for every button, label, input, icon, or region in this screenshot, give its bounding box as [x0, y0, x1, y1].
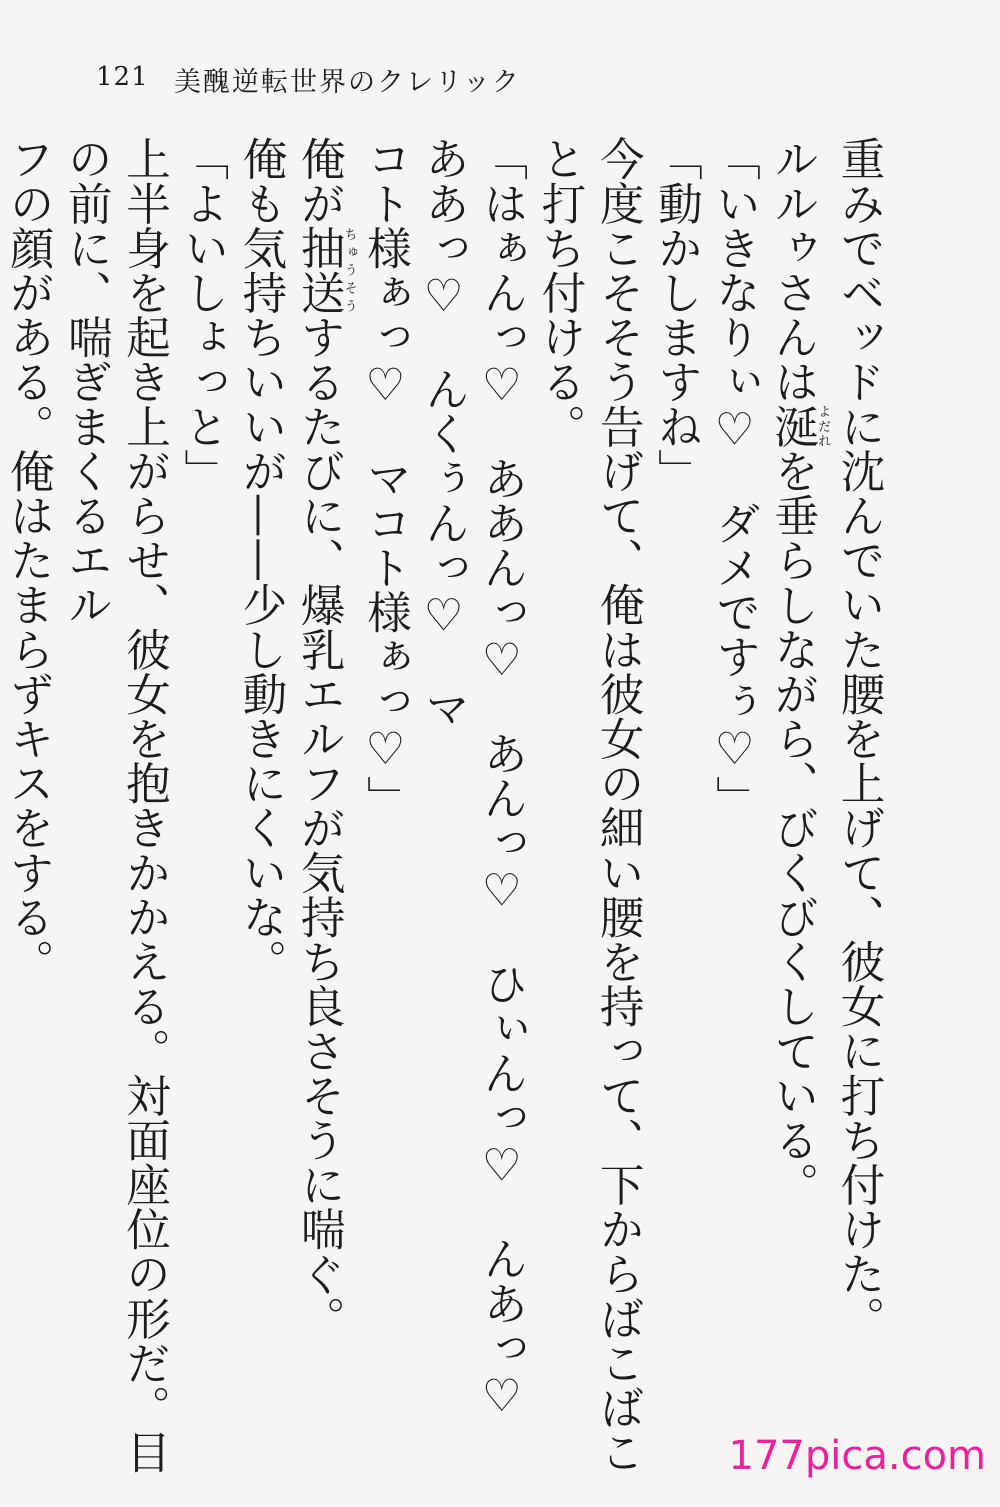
furigana: よだれ — [815, 403, 831, 449]
text-line-8 — [290, 136, 356, 1476]
page-number: 121 — [96, 62, 149, 92]
text-line-7: コト様ぁっ♡ マコト様ぁっ♡」 — [359, 136, 412, 820]
text-segment: 俺が — [293, 136, 346, 226]
text-line-11: 上半身を起き上がらせ、彼女を抱きかかえる。対面座位の形だ。目の前に、喘ぎまくるエル — [60, 136, 171, 1474]
running-title: 美醜逆転世界のクレリック — [174, 67, 521, 98]
text-segment: を垂らしながら、びくびくしている。 — [766, 448, 819, 1207]
text-line-5: 今度こそそう告げて、俺は彼女の細い腰を持って、下からばこばこと打ち付ける。 — [533, 136, 645, 1474]
text-line-2 — [764, 136, 830, 1476]
text-line-10: 「よいしょっと」 — [176, 136, 229, 493]
text-line-3: 「いきなりぃ♡ ダメですぅ♡」 — [708, 136, 761, 820]
watermark: 177pica.com — [728, 1433, 986, 1479]
text-line-9: 俺も気持ちいいが——少し動きにくいな。 — [234, 136, 287, 984]
ruby-word: 抽送ちゅうそう — [293, 225, 357, 315]
ruby-word: 涎よだれ — [766, 403, 831, 449]
text-line-12: フの顔がある。俺はたまらずキスをする。 — [2, 136, 55, 984]
novel-body-text — [2, 136, 888, 1476]
text-segment: ルルゥさんは — [766, 136, 819, 404]
text-line-4: 「動かしますね」 — [650, 136, 703, 493]
furigana: ちゅうそう — [341, 225, 357, 315]
text-segment: するたびに、爆乳エルフが気持ち良さそうに喘ぐ。 — [293, 314, 346, 1341]
text-line-6: 「はぁんっ♡ ああんっ♡ あんっ♡ ひぃんっ♡ んあっ♡ ああっ♡ んくぅんっ♡ マ — [417, 136, 528, 1467]
text-line-1: 重みでベッドに沈んでいた腰を上げて、彼女に打ち付けた。 — [833, 136, 885, 1341]
